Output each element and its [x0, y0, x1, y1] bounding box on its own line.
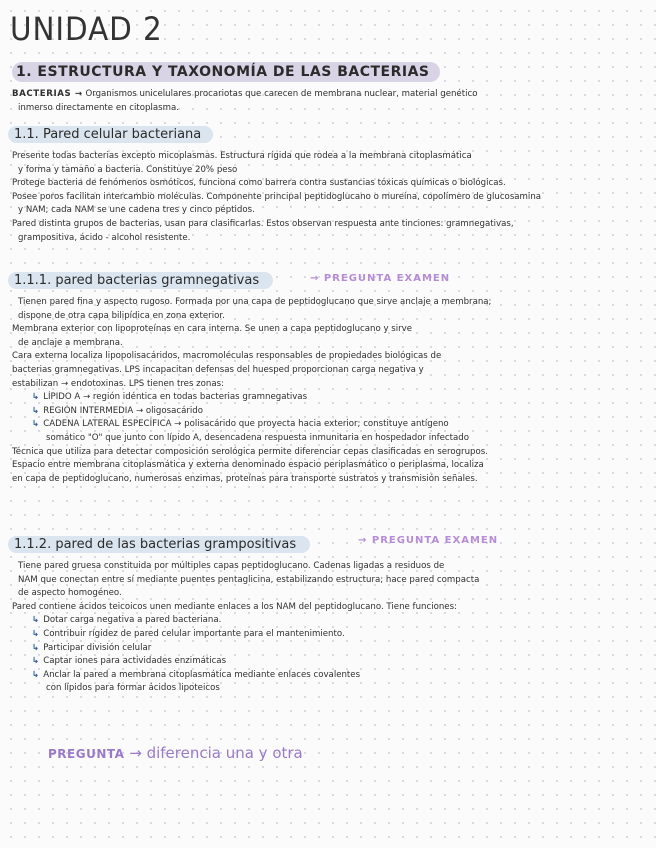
list-item: ↳ Captar iones para actividades enzimáticas [32, 656, 227, 667]
list-item: ↳ Contribuir rígidez de pared celular importante para el mantenimiento. [32, 628, 345, 639]
arrow-icon: → [129, 744, 142, 762]
list-item: ↳ CADENA LATERAL ESPECÍFICA → polisacárido que proyecta hacia exterior; constituye antígeno [32, 419, 449, 430]
definition-term: BACTERIAS → [12, 89, 83, 99]
exam-question-tag: → PREGUNTA EXAMEN [310, 273, 451, 284]
subsection-title-gramnegative: 1.1.1. pared bacterias gramnegativas [8, 272, 273, 289]
bullet-arrow-icon: ↳ [32, 642, 40, 653]
definition-line: Organismos unicelulares procariotas que carecen de membrana nuclear, material genético [85, 89, 478, 99]
paragraph-line: y NAM; cada NAM se une cadena tres y cinco péptidos. [18, 205, 255, 216]
bullet-arrow-icon: ↳ [32, 628, 40, 639]
exam-question-tag: → PREGUNTA EXAMEN [358, 535, 499, 546]
paragraph-line: Pared distinta grupos de bacterias, usan para clasificarlas. Estos observan respuesta ante tinciones: gramnegativas, [12, 218, 514, 229]
bacteria-definition [12, 88, 644, 115]
bullet-arrow-icon: ↳ [32, 615, 40, 626]
paragraph-line: en capa de peptidoglucano, numerosas enzimas, proteínas para transporte sustratos y transmisión señales. [12, 473, 478, 484]
paragraph-line: dispone de otra capa bilipídica en zona exterior. [18, 310, 225, 321]
list-item: ↳ REGIÓN INTERMEDIA → oligosacárido [32, 405, 203, 416]
cell-wall-text [12, 150, 644, 245]
unit-title: UNIDAD 2 [10, 10, 163, 48]
bullet-arrow-icon: ↳ [32, 669, 40, 680]
list-item-continuation: somático "O" que junto con lípido A, desencadena respuesta inmunitaria en hospedador infectado [46, 432, 469, 443]
paragraph-line: grampositiva, ácido - alcohol resistente. [18, 232, 191, 243]
list-item: ↳ Dotar carga negativa a pared bacteriana. [32, 615, 222, 626]
paragraph-line: Técnica que utiliza para detectar composición serológica permite diferenciar cepas clasificadas en serogrupos. [12, 446, 488, 457]
footer-question [48, 744, 303, 762]
list-item: ↳ Anclar la pared a membrana citoplasmática mediante enlaces covalentes [32, 669, 361, 680]
paragraph-line: NAM que conectan entre sí mediante puentes pentaglicina, estabilizando estructura; hace pared compacta [18, 574, 480, 585]
bullet-arrow-icon: ↳ [32, 392, 40, 403]
paragraph-line: Protege bacteria de fenómenos osmóticos, funciona como barrera contra sustancias tóxicas químicas o biológicas. [12, 178, 506, 189]
paragraph-line: Pared contiene ácidos teicoicos unen mediante enlaces a los NAM del peptidoglucano. Tiene funciones: [12, 601, 457, 612]
section-title: 1. ESTRUCTURA Y TAXONOMÍA DE LAS BACTERIAS [12, 62, 440, 82]
paragraph-line: y forma y tamaño a bacteria. Constituye 20% peso [18, 164, 238, 175]
bullet-arrow-icon: ↳ [32, 656, 40, 667]
paragraph-line: Membrana exterior con lipoproteínas en cara interna. Se unen a capa peptidoglucano y sirve [12, 324, 413, 335]
gramnegative-text [12, 296, 644, 486]
paragraph-line: Tienen pared fina y aspecto rugoso. Formada por una capa de peptidoglucano que sirve anclaje a membrana; [18, 297, 492, 307]
paragraph-line: de anclaje a membrana. [18, 337, 123, 348]
paragraph-line: estabilizan → endotoxinas. LPS tienen tres zonas: [12, 378, 225, 389]
subsection-title-cell-wall: 1.1. Pared celular bacteriana [8, 126, 213, 143]
paragraph-line: Espacio entre membrana citoplasmática y externa denominado espacio periplasmático o periplasma, localiza [12, 460, 484, 471]
grampositive-text [12, 560, 644, 696]
list-item: ↳ LÍPIDO A → región idéntica en todas bacterias gramnegativas [32, 392, 308, 403]
paragraph-line: Tiene pared gruesa constituida por múltiples capas peptidoglucano. Cadenas ligadas a residuos de [18, 561, 445, 571]
paragraph-line: bacterias gramnegativas. LPS incapacitan defensas del huesped proporcionan carga negativa y [12, 364, 424, 375]
question-label: PREGUNTA [48, 747, 125, 761]
definition-line: inmerso directamente en citoplasma. [18, 102, 179, 113]
paragraph-line: de aspecto homogéneo. [18, 588, 122, 599]
list-item: ↳ Participar división celular [32, 642, 152, 653]
list-item-continuation: con lípidos para formar ácidos lipoteicos [46, 683, 220, 694]
paragraph-line: Posee poros facilitan intercambio moléculas. Componente principal peptidoglucano o mureína, copolímero de glucosamina [12, 191, 542, 202]
bullet-arrow-icon: ↳ [32, 419, 40, 430]
subsection-title-grampositive: 1.1.2. pared de las bacterias grampositivas [8, 536, 310, 553]
bullet-arrow-icon: ↳ [32, 405, 40, 416]
paragraph-line: Presente todas bacterias excepto micoplasmas. Estructura rígida que rodea a la membrana citoplasmática [12, 151, 472, 161]
question-text: diferencia una y otra [146, 744, 303, 762]
paragraph-line: Cara externa localiza lipopolisacáridos, macromoléculas responsables de propiedades biológicas de [12, 351, 442, 362]
